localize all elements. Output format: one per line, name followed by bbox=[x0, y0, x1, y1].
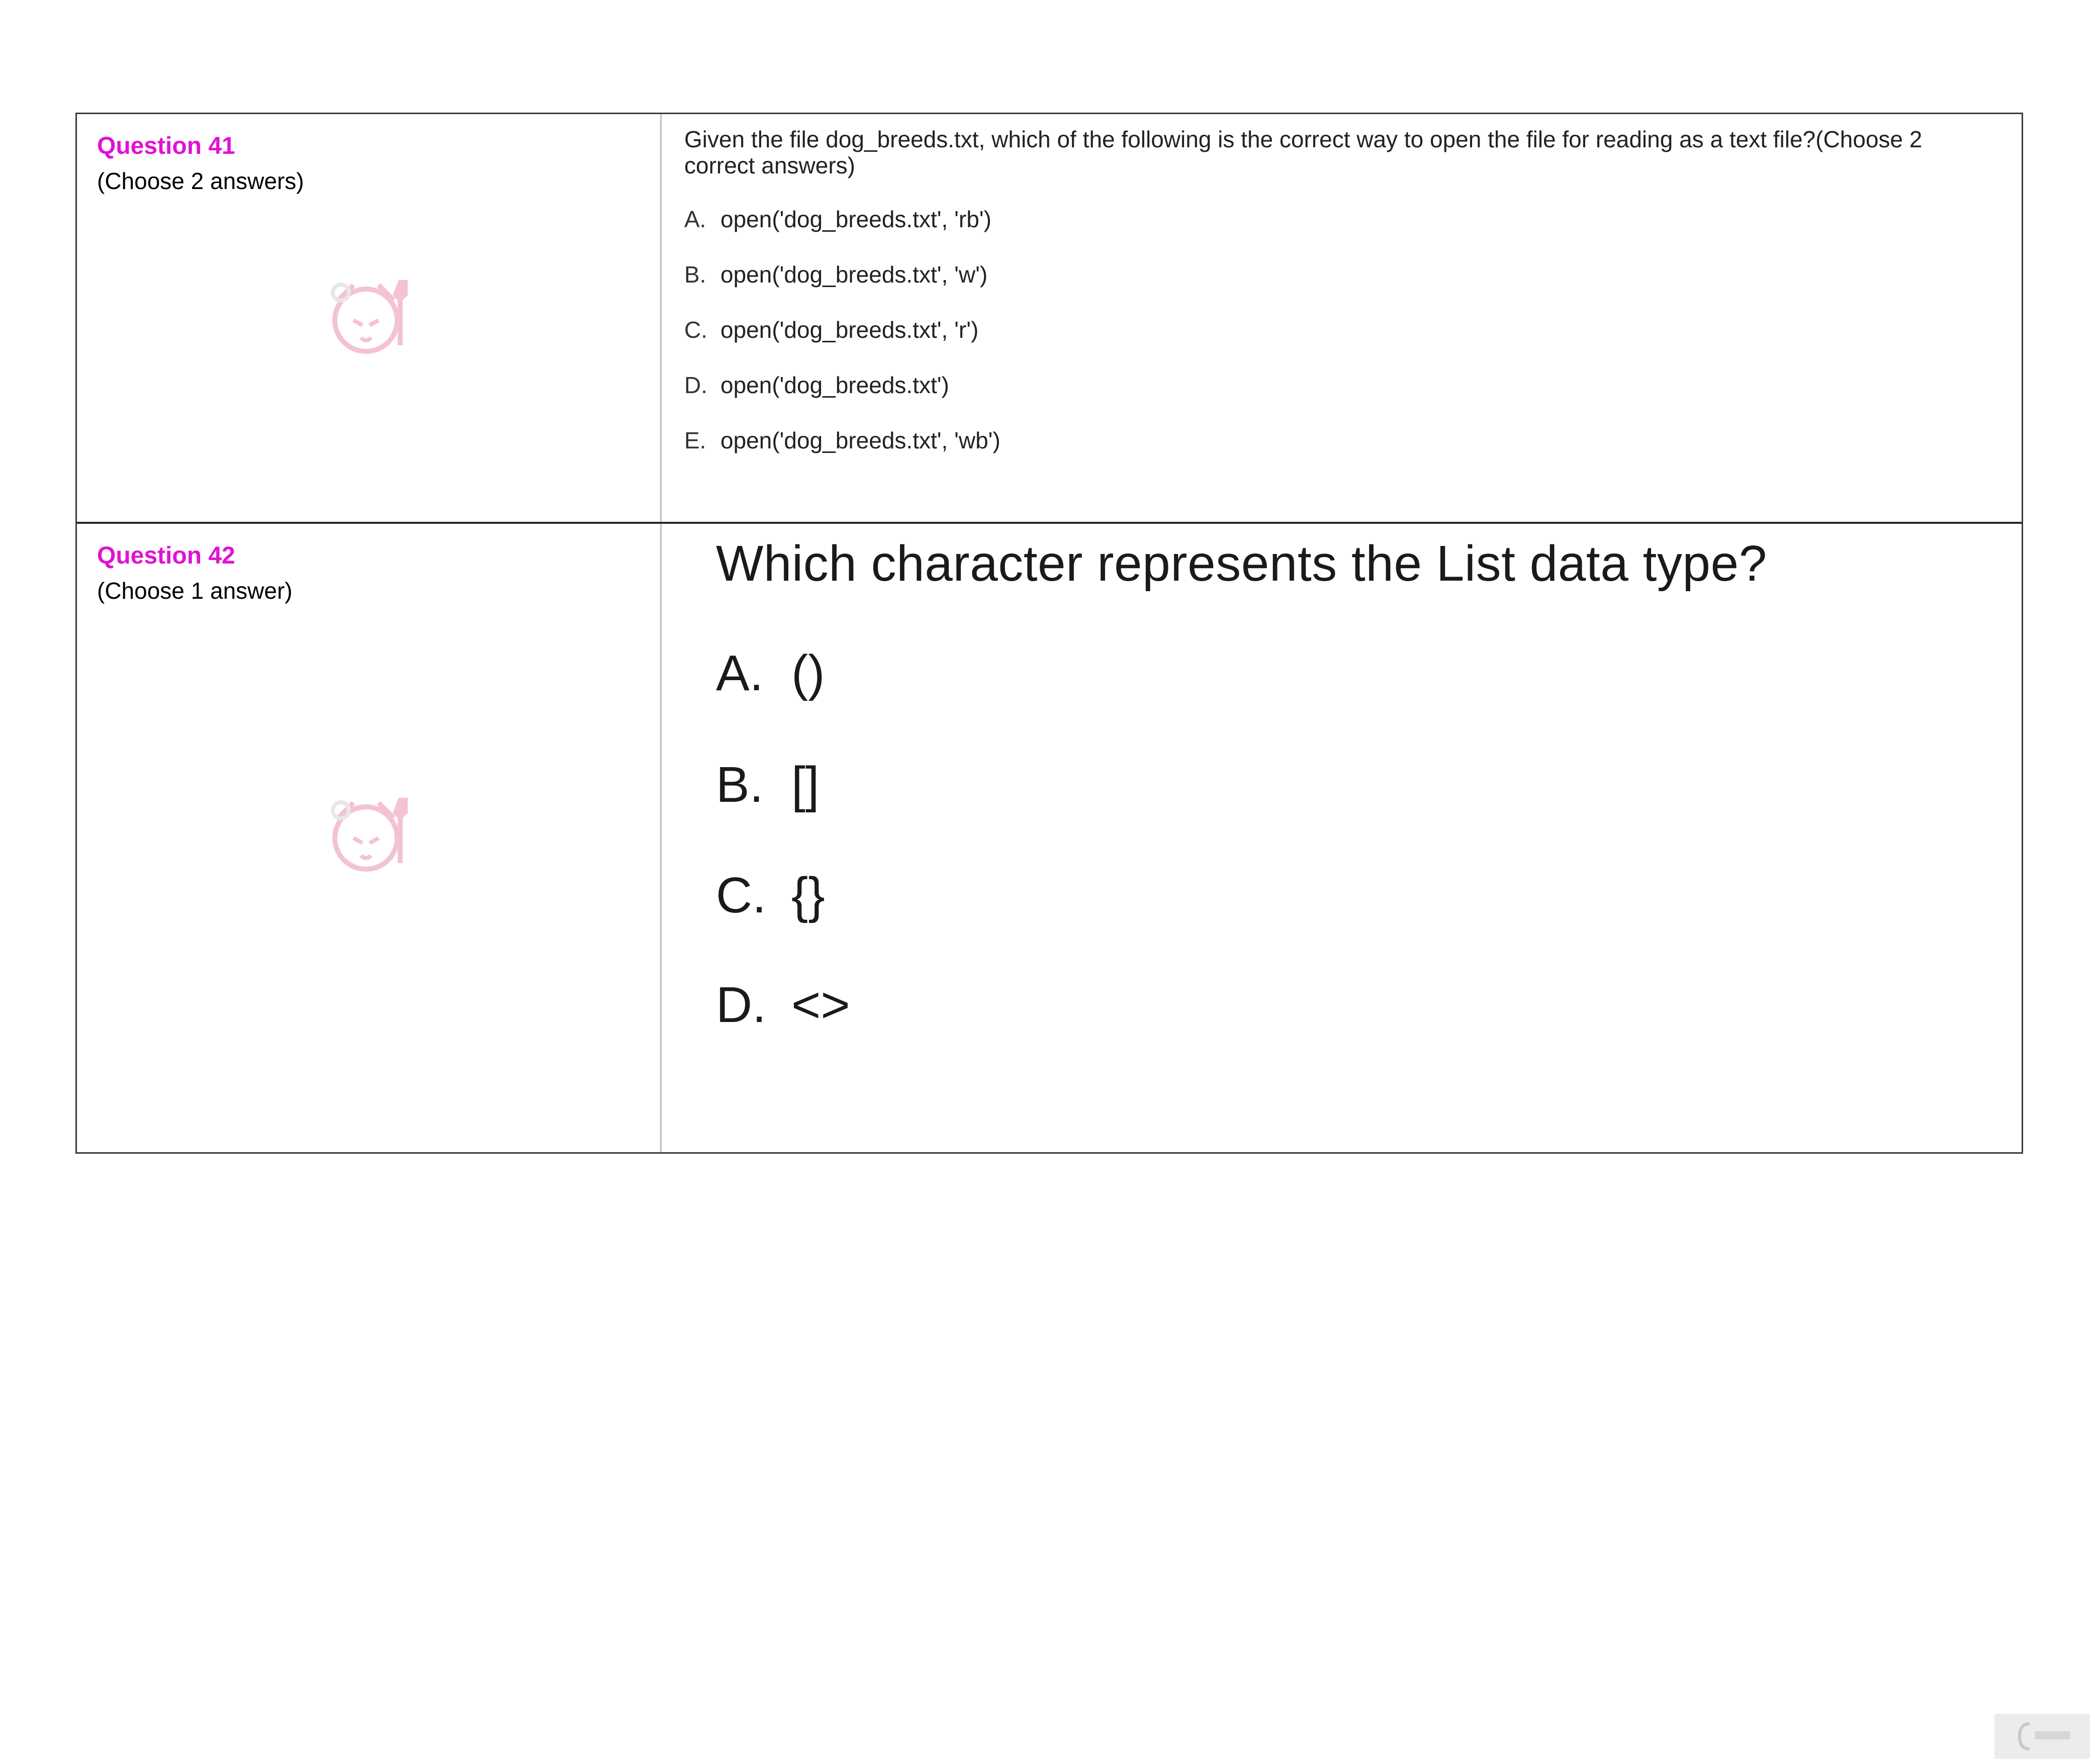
question-41-option-a bbox=[684, 206, 991, 233]
option-text: open('dog_breeds.txt', 'rb') bbox=[720, 206, 991, 232]
question-42-subtitle: (Choose 1 answer) bbox=[97, 578, 293, 604]
option-letter: D. bbox=[716, 977, 766, 1033]
option-text: () bbox=[791, 645, 825, 701]
question-42-row bbox=[77, 524, 2022, 1152]
robot-wrench-watermark-icon bbox=[318, 265, 419, 365]
robot-wrench-watermark-icon bbox=[318, 783, 419, 883]
question-42-content-cell bbox=[662, 524, 2022, 1152]
site-logo-icon bbox=[1994, 1714, 2090, 1759]
question-41-meta-cell bbox=[77, 114, 660, 522]
question-42-meta-cell bbox=[77, 524, 660, 1152]
questions-table bbox=[75, 113, 2023, 1154]
question-41-row bbox=[77, 114, 2022, 524]
option-letter: B. bbox=[684, 261, 706, 288]
question-42-option-a bbox=[716, 644, 825, 702]
question-41-option-c bbox=[684, 316, 978, 343]
option-letter: C. bbox=[716, 867, 766, 923]
question-42-option-c bbox=[716, 867, 825, 924]
question-41-content-cell bbox=[662, 114, 2022, 522]
question-41-option-d bbox=[684, 372, 949, 399]
option-text: {} bbox=[791, 867, 825, 923]
option-text: open('dog_breeds.txt', 'wb') bbox=[720, 427, 1000, 453]
option-text: open('dog_breeds.txt') bbox=[720, 372, 949, 398]
option-text: [] bbox=[791, 757, 819, 813]
question-41-title: Question 41 bbox=[97, 133, 235, 159]
question-41-option-e bbox=[684, 427, 1000, 454]
question-42-option-d bbox=[716, 976, 850, 1034]
question-42-option-b bbox=[716, 756, 819, 814]
question-41-subtitle: (Choose 2 answers) bbox=[97, 168, 304, 194]
option-letter: C. bbox=[684, 317, 707, 343]
option-letter: A. bbox=[716, 645, 764, 701]
option-letter: A. bbox=[684, 206, 706, 232]
option-text: open('dog_breeds.txt', 'r') bbox=[720, 317, 979, 343]
question-42-title: Question 42 bbox=[97, 542, 235, 569]
question-41-option-b bbox=[684, 261, 987, 288]
option-letter: B. bbox=[716, 757, 764, 813]
option-letter: D. bbox=[684, 372, 707, 398]
option-text: <> bbox=[791, 977, 850, 1033]
question-41-stem: Given the file dog_breeds.txt, which of the following is the correct way to open the file for reading as a text file?(Choose 2 correct answers) bbox=[684, 126, 1923, 178]
option-text: open('dog_breeds.txt', 'w') bbox=[720, 261, 988, 288]
option-letter: E. bbox=[684, 427, 706, 453]
question-42-stem: Which character represents the List data type? bbox=[716, 535, 1767, 592]
